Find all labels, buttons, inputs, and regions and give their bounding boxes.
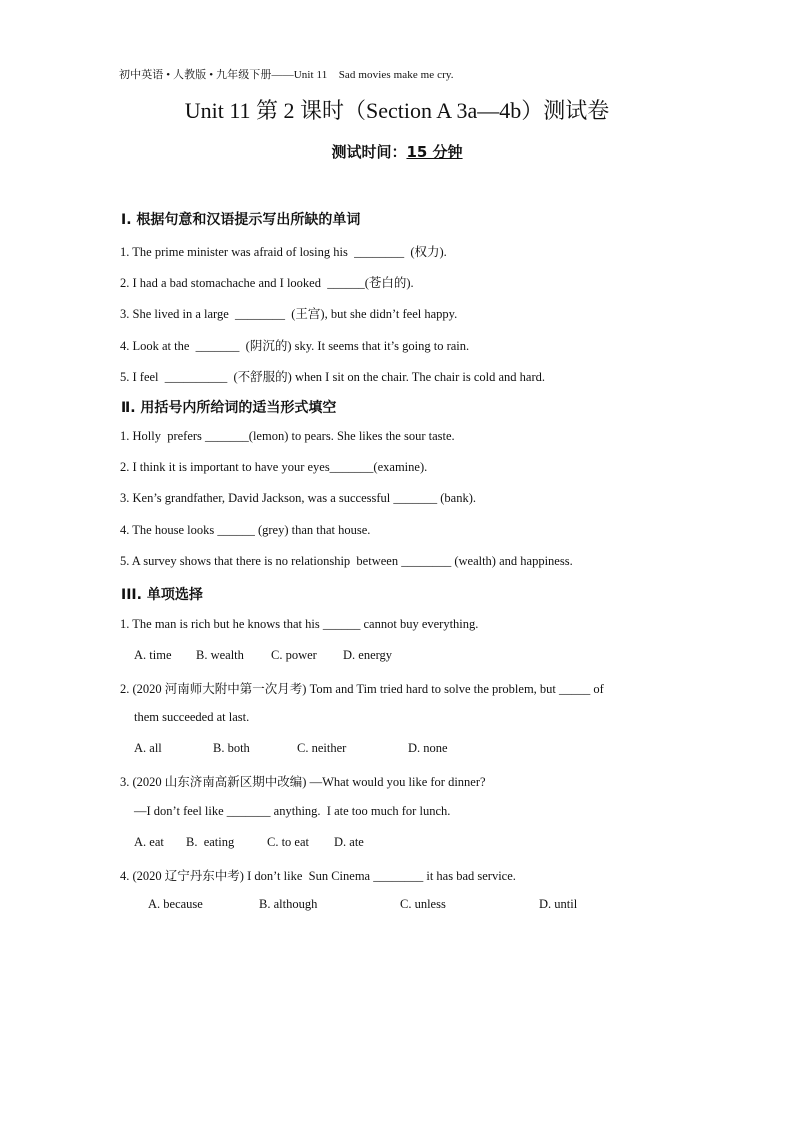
section-1-heading: Ⅰ. 根据句意和汉语提示写出所缺的单词 <box>121 212 361 228</box>
question-1-option-d: D. energy <box>343 648 393 662</box>
test-time <box>0 141 794 162</box>
section-2-item-4: 4. The house looks ______ (grey) than that house. <box>120 523 371 537</box>
question-4-option-c: C. unless <box>400 897 446 911</box>
section-2-heading: Ⅱ. 用括号内所给词的适当形式填空 <box>121 400 337 416</box>
page-title: Unit 11 第 2 课时（Section A 3a—4b）测试卷 <box>184 98 610 123</box>
section-1-item-1: 1. The prime minister was afraid of losing his ________ (权力). <box>120 245 447 259</box>
question-3-stem-continued: —I don’t feel like _______ anything. I ate too much for lunch. <box>134 804 451 818</box>
question-3-option-a: A. eat <box>134 835 164 849</box>
section-1-item-2: 2. I had a bad stomachache and I looked ______(苍白的). <box>120 276 414 290</box>
question-4-option-d: D. until <box>539 897 578 911</box>
question-4-stem: 4. (2020 辽宁丹东中考) I don’t like Sun Cinema ________ it has bad service. <box>120 869 516 883</box>
section-2-item-1: 1. Holly prefers _______(lemon) to pears. She likes the sour taste. <box>120 429 455 443</box>
breadcrumb: 初中英语 • 人教版 • 九年级下册——Unit 11 Sad movies make me cry. <box>119 69 454 81</box>
section-1-item-5: 5. I feel __________ (不舒服的) when I sit on the chair. The chair is cold and hard. <box>120 370 546 384</box>
section-3-heading: III. 单项选择 <box>121 587 203 603</box>
question-1-option-c: C. power <box>271 648 317 662</box>
question-3-option-b: B. eating <box>186 835 235 849</box>
question-2-option-b: B. both <box>213 741 250 755</box>
question-3-option-c: C. to eat <box>267 835 310 849</box>
question-3-option-d: D. ate <box>334 835 364 849</box>
question-2-option-a: A. all <box>134 741 162 755</box>
question-2-stem: 2. (2020 河南师大附中第一次月考) Tom and Tim tried hard to solve the problem, but _____ of <box>120 682 604 696</box>
question-3-stem: 3. (2020 山东济南高新区期中改编) —What would you like for dinner? <box>120 775 486 789</box>
question-1-stem: 1. The man is rich but he knows that his ______ cannot buy everything. <box>120 617 479 631</box>
question-2-option-d: D. none <box>408 741 448 755</box>
question-4-option-b: B. although <box>259 897 318 911</box>
test-time-value: 15 分钟 <box>406 143 463 161</box>
question-2-stem-continued: them succeeded at last. <box>134 710 250 724</box>
question-1-option-a: A. time <box>134 648 172 662</box>
section-1-item-3: 3. She lived in a large ________ (王宫), but she didn’t feel happy. <box>120 307 458 321</box>
section-2-item-5: 5. A survey shows that there is no relationship between ________ (wealth) and happiness. <box>120 554 573 568</box>
test-time-label: 测试时间： <box>331 143 407 161</box>
section-2-item-2: 2. I think it is important to have your eyes_______(examine). <box>120 460 428 474</box>
question-4-option-a: A. because <box>148 897 203 911</box>
section-1-item-4: 4. Look at the _______ (阴沉的) sky. It seems that it’s going to rain. <box>120 339 470 353</box>
section-2-item-3: 3. Ken’s grandfather, David Jackson, was a successful _______ (bank). <box>120 491 476 505</box>
question-1-option-b: B. wealth <box>196 648 244 662</box>
question-2-option-c: C. neither <box>297 741 347 755</box>
